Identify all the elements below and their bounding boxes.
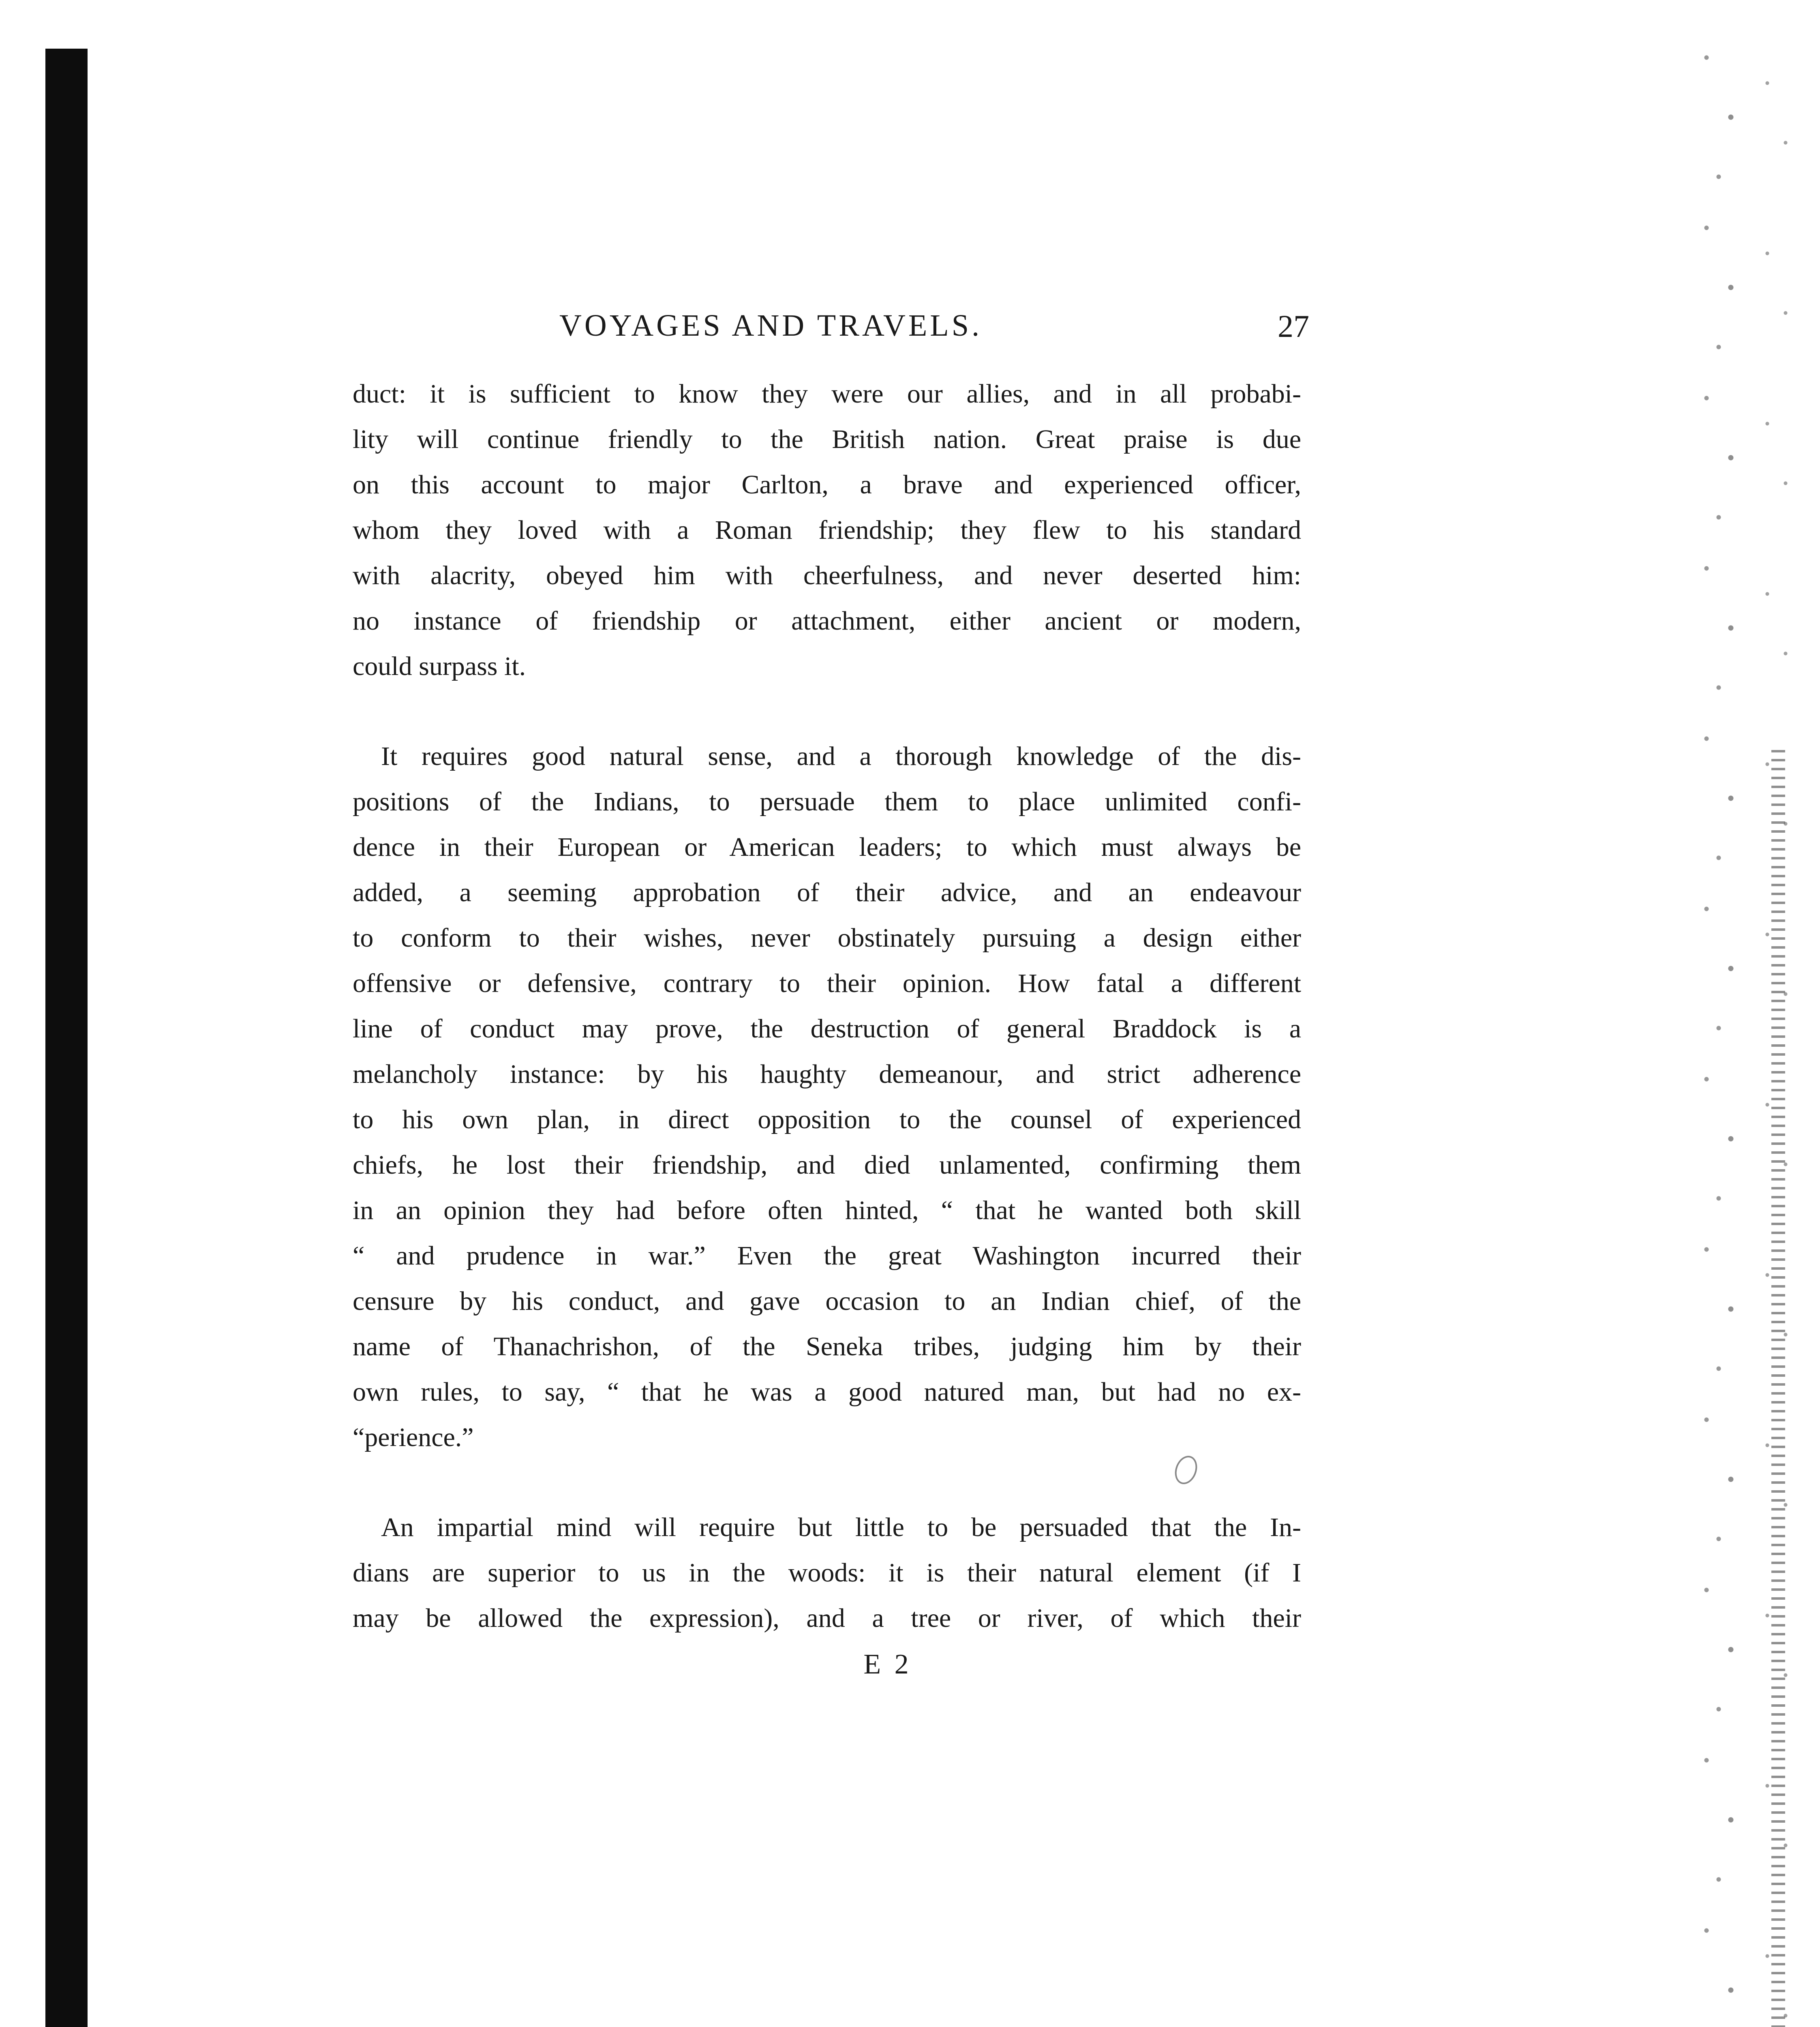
text-line: It requires good natural sense, and a thorough knowledge of the dis- [381,741,1301,771]
text-line: may be allowed the expression), and a tree or river, of which their [353,1603,1301,1633]
paragraph-3 [353,1505,1301,1641]
text-line: whom they loved with a Roman friendship; they flew to his standard [353,515,1301,545]
text-line: could surpass it. [353,651,526,681]
text-line: dence in their European or American leaders; to which must always be [353,832,1301,862]
running-title: VOYAGES AND TRAVELS. [559,309,982,343]
text-line: positions of the Indians, to persuade them to place unlimited confi- [353,787,1301,816]
text-line: name of Thanachrishon, of the Seneka tribes, judging him by their [353,1332,1301,1361]
scan-edge-band [1771,750,1785,2027]
text-line: censure by his conduct, and gave occasion to an Indian chief, of the [353,1286,1301,1316]
text-line: chiefs, he lost their friendship, and died unlamented, confirming them [353,1150,1301,1180]
text-line: melancholy instance: by his haughty demeanour, and strict adherence [353,1059,1301,1089]
text-line: to his own plan, in direct opposition to the counsel of experienced [353,1105,1301,1134]
text-line: in an opinion they had before often hinted, “ that he wanted both skill [353,1196,1301,1225]
text-line: added, a seeming approbation of their advice, and an endeavour [353,878,1301,907]
text-line: “perience.” [353,1423,474,1452]
paragraph-2 [353,734,1301,1460]
binding-edge [45,49,88,2027]
signature-mark: E 2 [863,1649,912,1680]
paragraph-1 [353,371,1301,689]
text-line: dians are superior to us in the woods: it is their natural element (if I [353,1558,1301,1588]
text-line: An impartial mind will require but little to be persuaded that the In- [381,1513,1301,1542]
text-line: duct: it is sufficient to know they were our allies, and in all probabi- [353,379,1301,409]
text-line: “ and prudence in war.” Even the great Washington incurred their [353,1241,1301,1271]
scan-speckle-noise [1682,41,1804,2027]
page-number: 27 [1278,309,1309,344]
text-line: with alacrity, obeyed him with cheerfulness, and never deserted him: [353,561,1301,590]
running-head [353,308,1309,357]
text-line: lity will continue friendly to the British nation. Great praise is due [353,424,1301,454]
text-line: line of conduct may prove, the destruction of general Braddock is a [353,1014,1301,1043]
book-page [353,308,1309,1681]
text-line: to conform to their wishes, never obstinately pursuing a design either [353,923,1301,953]
text-line: own rules, to say, “ that he was a good natured man, but had no ex- [353,1377,1301,1407]
text-line: on this account to major Carlton, a brave and experienced officer, [353,470,1301,499]
text-line: no instance of friendship or attachment, either ancient or modern, [353,606,1301,636]
text-line: offensive or defensive, contrary to their opinion. How fatal a different [353,969,1301,998]
